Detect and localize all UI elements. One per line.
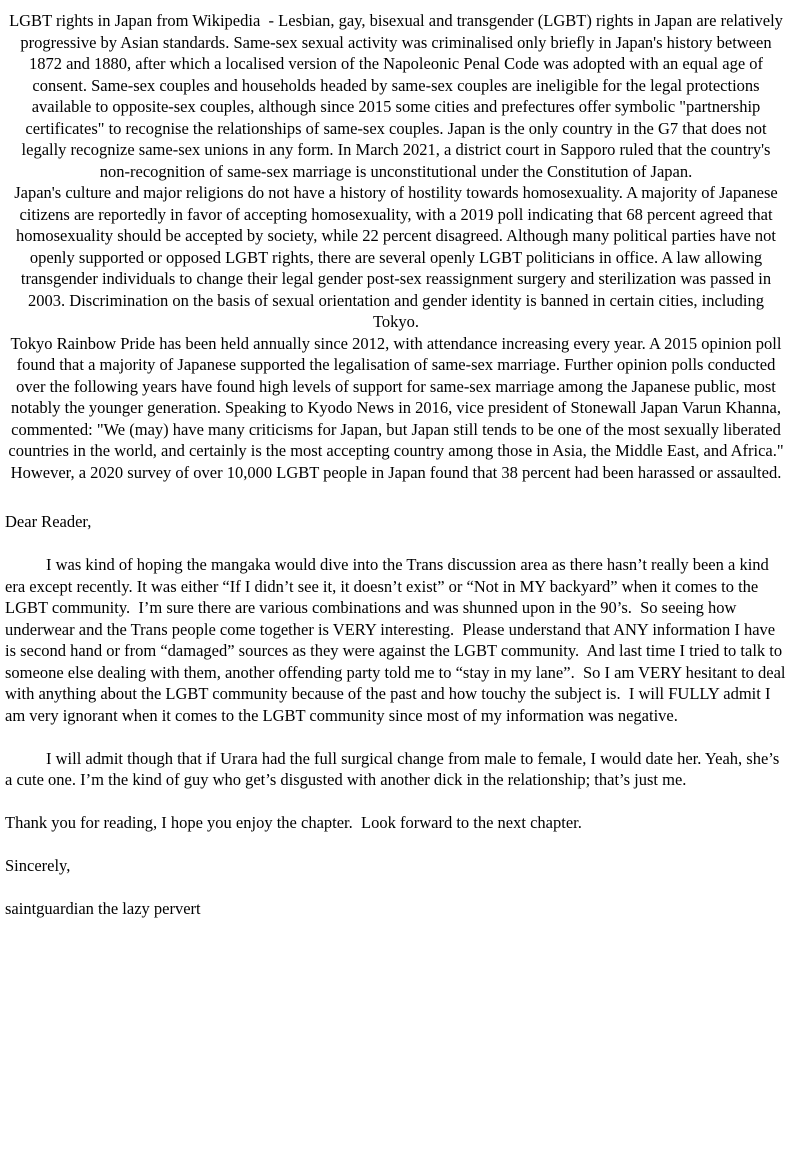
letter-salutation: Dear Reader,: [5, 512, 92, 531]
wiki-excerpt-section: [5, 10, 787, 483]
wiki-paragraph-2: Japan's culture and major religions do not have a history of hostility towards homosexuality. A majority of Japanese citizens are reportedly in favor of accepting homosexuality, with a 2019 poll indicating that 68 percent agreed that homosexuality should be accepted by society, while 22 percent disagreed. Although many political parties have not openly supported or opposed LGBT rights, there are several openly LGBT politicians in office. A law allowing transgender individuals to change their legal gender post-sex reassignment surgery and sterilization was passed in 2003. Discrimination on the basis of sexual orientation and gender identity is banned in certain cities, including Tokyo.: [14, 183, 782, 331]
letter-paragraph-2: I will admit though that if Urara had the full surgical change from male to female, I would date her. Yeah, she’s a cute one. I’m the kind of guy who get’s disgusted with another dick in the relationship; that’s just me.: [5, 748, 784, 789]
letter-signature: saintguardian the lazy pervert: [5, 899, 201, 918]
wiki-paragraph-1: LGBT rights in Japan from Wikipedia - Lesbian, gay, bisexual and transgender (LGBT) rights in Japan are relatively progressive by Asian standards. Same-sex sexual activity was criminalised only briefly in Japan's history between 1872 and 1880, after which a localised version of the Napoleonic Penal Code was adopted with an equal age of consent. Same-sex couples and households headed by same-sex couples are ineligible for the legal protections available to opposite-sex couples, although since 2015 some cities and prefectures offer symbolic "partnership certificates" to recognise the relationships of same-sex couples. Japan is the only country in the G7 that does not legally recognize same-sex unions in any form. In March 2021, a district court in Sapporo ruled that the country's non-recognition of same-sex marriage is unconstitutional under the Constitution of Japan.: [9, 11, 788, 181]
letter-signoff: Sincerely,: [5, 856, 71, 875]
letter-thanks-line: Thank you for reading, I hope you enjoy the chapter. Look forward to the next chapter.: [5, 813, 582, 832]
wiki-paragraph-3: Tokyo Rainbow Pride has been held annually since 2012, with attendance increasing every year. A 2015 opinion poll found that a majority of Japanese supported the legalisation of same-sex marriage. Further opinion polls conducted over the following years have found high levels of support for same-sex marriage among the Japanese public, most notably the younger generation. Speaking to Kyodo News in 2016, vice president of Stonewall Japan Varun Khanna, commented: "We (may) have many criticisms for Japan, but Japan still tends to be one of the most sexually liberated countries in the world, and certainly is the most accepting country among those in Asia, the Middle East, and Africa." However, a 2020 survey of over 10,000 LGBT people in Japan found that 38 percent had been harassed or assaulted.: [8, 333, 788, 482]
letter-paragraph-1: I was kind of hoping the mangaka would dive into the Trans discussion area as there hasn’t really been a kind era except recently. It was either “If I didn’t see it, it doesn’t exist” or “Not in MY backyard” when it comes to the LGBT community. I’m sure there are various combinations and was shunned upon in the 90’s. So seeing how underwear and the Trans people come together is VERY interesting. Please understand that ANY information I have is second hand or from “damaged” sources as they were against the LGBT community. And last time I tried to talk to someone else dealing with them, another offending party told me to “stay in my lane”. So I am VERY hesitant to deal with anything about the LGBT community because of the past and how touchy the subject is. I will FULLY admit I am very ignorant when it comes to the LGBT community since most of my information was negative.: [5, 555, 790, 725]
author-letter-section: [5, 511, 790, 920]
